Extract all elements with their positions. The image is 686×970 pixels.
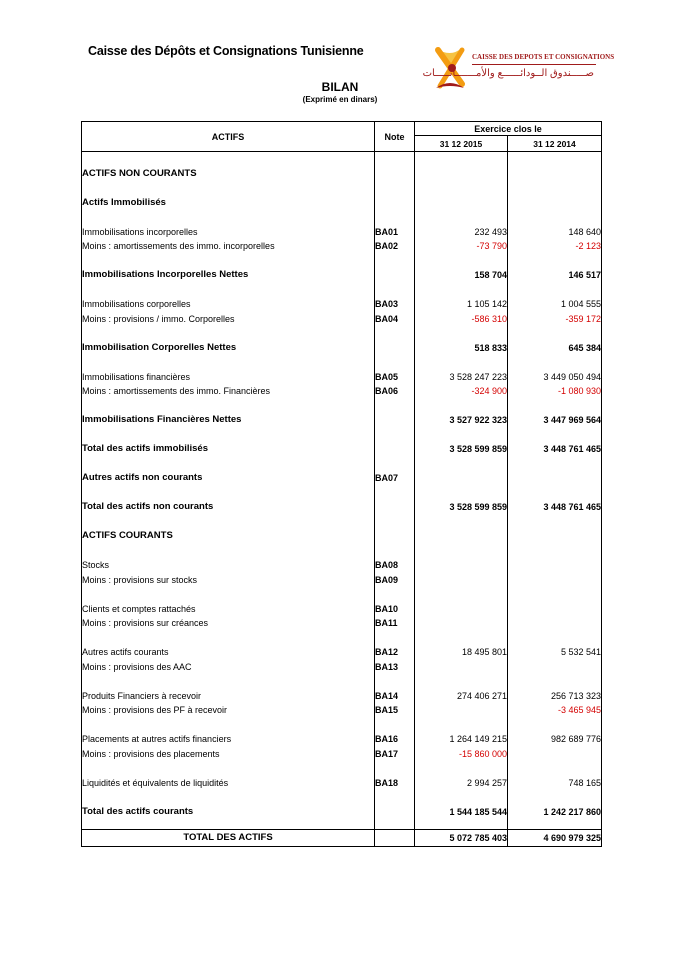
row-value-2015: 274 406 271 (415, 689, 508, 704)
row-value-2015: 1 264 149 215 (415, 732, 508, 747)
table-row (82, 384, 602, 399)
row-value-2015: -324 900 (415, 384, 508, 399)
logo-divider (472, 64, 596, 65)
header-actifs: ACTIFS (82, 122, 375, 152)
row-label: Immobilisations corporelles (82, 297, 375, 312)
row-value-2014: 148 640 (508, 225, 602, 240)
section-heading-row (82, 529, 602, 544)
row-value-2015: 1 544 185 544 (415, 805, 508, 820)
row-note: BA02 (375, 239, 415, 254)
row-label: Immobilisations incorporelles (82, 225, 375, 240)
row-label: Moins : amortissements des immo. incorporelles (82, 239, 375, 254)
row-value-2014 (508, 747, 602, 762)
row-label: ACTIFS COURANTS (82, 529, 375, 544)
row-value-2014 (508, 471, 602, 486)
subtotal-row (82, 268, 602, 283)
row-value-2015: 3 528 599 859 (415, 500, 508, 515)
row-label: Total des actifs non courants (82, 500, 375, 515)
row-value-2014: 748 165 (508, 776, 602, 791)
total-value-2015: 5 072 785 403 (415, 830, 508, 847)
row-value-2014: 982 689 776 (508, 732, 602, 747)
header-date-2015: 31 12 2015 (415, 136, 508, 152)
row-value-2014 (508, 196, 602, 211)
row-label: Total des actifs courants (82, 805, 375, 820)
row-value-2015: -586 310 (415, 312, 508, 327)
table-row-spacer (82, 819, 602, 830)
document-title: BILAN (321, 80, 359, 94)
row-label: Stocks (82, 558, 375, 573)
row-value-2014: -1 080 930 (508, 384, 602, 399)
logo-text-fr: CAISSE DES DEPOTS ET CONSIGNATIONS (472, 53, 615, 61)
row-value-2015: 18 495 801 (415, 645, 508, 660)
row-note: BA12 (375, 645, 415, 660)
row-label: Produits Financiers à recevoir (82, 689, 375, 704)
table-row-spacer (82, 631, 602, 646)
header-date-2014: 31 12 2014 (508, 136, 602, 152)
table-body (82, 152, 602, 820)
row-value-2015: 2 994 257 (415, 776, 508, 791)
row-value-2014: 1 004 555 (508, 297, 602, 312)
row-value-2015 (415, 471, 508, 486)
row-label: Moins : amortissements des immo. Financières (82, 384, 375, 399)
row-label: Autres actifs non courants (82, 471, 375, 486)
row-label: Moins : provisions des PF à recevoir (82, 703, 375, 718)
row-value-2015 (415, 167, 508, 182)
row-value-2015 (415, 529, 508, 544)
organization-name: Caisse des Dépôts et Consignations Tunisienne (88, 44, 364, 58)
table-row-spacer (82, 152, 602, 167)
row-value-2015: 158 704 (415, 268, 508, 283)
total-value-2014: 4 690 979 325 (508, 830, 602, 847)
row-value-2015: 1 105 142 (415, 297, 508, 312)
row-note: BA03 (375, 297, 415, 312)
row-note: BA18 (375, 776, 415, 791)
table-row (82, 225, 602, 240)
table-row-spacer (82, 181, 602, 196)
table-row-spacer (82, 790, 602, 805)
row-label: Immobilisations financières (82, 370, 375, 385)
table-row-spacer (82, 515, 602, 530)
total-note (375, 830, 415, 847)
table-row-spacer (82, 457, 602, 472)
section-heading-row (82, 167, 602, 182)
row-label: Clients et comptes rattachés (82, 602, 375, 617)
row-label: Liquidités et équivalents de liquidités (82, 776, 375, 791)
row-note (375, 268, 415, 283)
row-value-2014 (508, 616, 602, 631)
row-value-2015: 3 527 922 323 (415, 413, 508, 428)
table-row-spacer (82, 283, 602, 298)
table-row-spacer (82, 486, 602, 501)
table-row-spacer (82, 326, 602, 341)
row-value-2014: -359 172 (508, 312, 602, 327)
row-value-2014: 146 517 (508, 268, 602, 283)
table-row (82, 776, 602, 791)
row-note: BA11 (375, 616, 415, 631)
row-note (375, 196, 415, 211)
row-value-2015: 3 528 599 859 (415, 442, 508, 457)
document-subtitle: (Exprimé en dinars) (302, 95, 378, 104)
total-row (82, 830, 602, 847)
table-row-spacer (82, 210, 602, 225)
row-value-2015: -15 860 000 (415, 747, 508, 762)
total-label: TOTAL DES ACTIFS (82, 830, 375, 847)
row-value-2014: 3 448 761 465 (508, 500, 602, 515)
row-value-2015 (415, 703, 508, 718)
row-value-2015 (415, 573, 508, 588)
subtotal-row (82, 500, 602, 515)
table-row-spacer (82, 674, 602, 689)
row-note: BA14 (375, 689, 415, 704)
row-value-2014: 645 384 (508, 341, 602, 356)
table-row (82, 660, 602, 675)
row-note (375, 529, 415, 544)
row-value-2014 (508, 660, 602, 675)
row-note (375, 167, 415, 182)
row-value-2014: 5 532 541 (508, 645, 602, 660)
row-note: BA15 (375, 703, 415, 718)
subtotal-row (82, 413, 602, 428)
row-value-2015: 518 833 (415, 341, 508, 356)
row-label: Autres actifs courants (82, 645, 375, 660)
row-note: BA05 (375, 370, 415, 385)
table-row (82, 602, 602, 617)
row-note (375, 500, 415, 515)
row-value-2014 (508, 558, 602, 573)
table-row (82, 573, 602, 588)
row-value-2014 (508, 573, 602, 588)
row-value-2015: 232 493 (415, 225, 508, 240)
header-note: Note (375, 122, 415, 152)
table-row-spacer (82, 355, 602, 370)
row-value-2014 (508, 529, 602, 544)
table-row (82, 703, 602, 718)
row-note: BA08 (375, 558, 415, 573)
row-value-2014: 3 447 969 564 (508, 413, 602, 428)
row-value-2015 (415, 602, 508, 617)
table-row (82, 558, 602, 573)
balance-sheet-table (81, 121, 602, 847)
table-row (82, 689, 602, 704)
row-label: Immobilisations Financières Nettes (82, 413, 375, 428)
table-row (82, 732, 602, 747)
row-label: Immobilisations Incorporelles Nettes (82, 268, 375, 283)
row-value-2014: -2 123 (508, 239, 602, 254)
row-label: Immobilisation Corporelles Nettes (82, 341, 375, 356)
row-value-2014: 1 242 217 860 (508, 805, 602, 820)
row-note: BA06 (375, 384, 415, 399)
table-row (82, 645, 602, 660)
row-label: ACTIFS NON COURANTS (82, 167, 375, 182)
subtotal-row (82, 341, 602, 356)
row-note: BA10 (375, 602, 415, 617)
table-row-spacer (82, 761, 602, 776)
row-label: Moins : provisions des placements (82, 747, 375, 762)
row-note (375, 413, 415, 428)
row-value-2015: -73 790 (415, 239, 508, 254)
row-note (375, 805, 415, 820)
row-note: BA13 (375, 660, 415, 675)
row-value-2015: 3 528 247 223 (415, 370, 508, 385)
table-row-spacer (82, 544, 602, 559)
row-label: Placements at autres actifs financiers (82, 732, 375, 747)
logo-text-ar: صـــــندوق الــودائــــــع والأمـــــــانـــــات (422, 68, 594, 79)
row-value-2014: 256 713 323 (508, 689, 602, 704)
table-row (82, 312, 602, 327)
table-row (82, 616, 602, 631)
row-value-2014: 3 448 761 465 (508, 442, 602, 457)
row-label: Moins : provisions sur créances (82, 616, 375, 631)
row-note (375, 341, 415, 356)
row-value-2014: -3 465 945 (508, 703, 602, 718)
row-note: BA16 (375, 732, 415, 747)
row-note: BA04 (375, 312, 415, 327)
table-row (82, 747, 602, 762)
row-note (375, 442, 415, 457)
row-value-2015 (415, 196, 508, 211)
row-note: BA07 (375, 471, 415, 486)
section-heading-row (82, 196, 602, 211)
row-value-2015 (415, 660, 508, 675)
row-value-2014: 3 449 050 494 (508, 370, 602, 385)
row-note: BA01 (375, 225, 415, 240)
row-value-2014 (508, 602, 602, 617)
row-label: Moins : provisions sur stocks (82, 573, 375, 588)
row-label: Moins : provisions / immo. Corporelles (82, 312, 375, 327)
row-value-2014 (508, 167, 602, 182)
subtotal-row (82, 805, 602, 820)
table-row-spacer (82, 587, 602, 602)
table-row-spacer (82, 254, 602, 269)
table-row-spacer (82, 428, 602, 443)
table-row (82, 370, 602, 385)
row-label: Actifs Immobilisés (82, 196, 375, 211)
row-value-2015 (415, 558, 508, 573)
table-row (82, 297, 602, 312)
row-label: Moins : provisions des AAC (82, 660, 375, 675)
row-label: Total des actifs immobilisés (82, 442, 375, 457)
header-exercice: Exercice clos le (415, 122, 602, 136)
row-note: BA17 (375, 747, 415, 762)
table-row-spacer (82, 399, 602, 414)
subtotal-row (82, 471, 602, 486)
subtotal-row (82, 442, 602, 457)
row-note: BA09 (375, 573, 415, 588)
row-value-2015 (415, 616, 508, 631)
table-row-spacer (82, 718, 602, 733)
table-row (82, 239, 602, 254)
